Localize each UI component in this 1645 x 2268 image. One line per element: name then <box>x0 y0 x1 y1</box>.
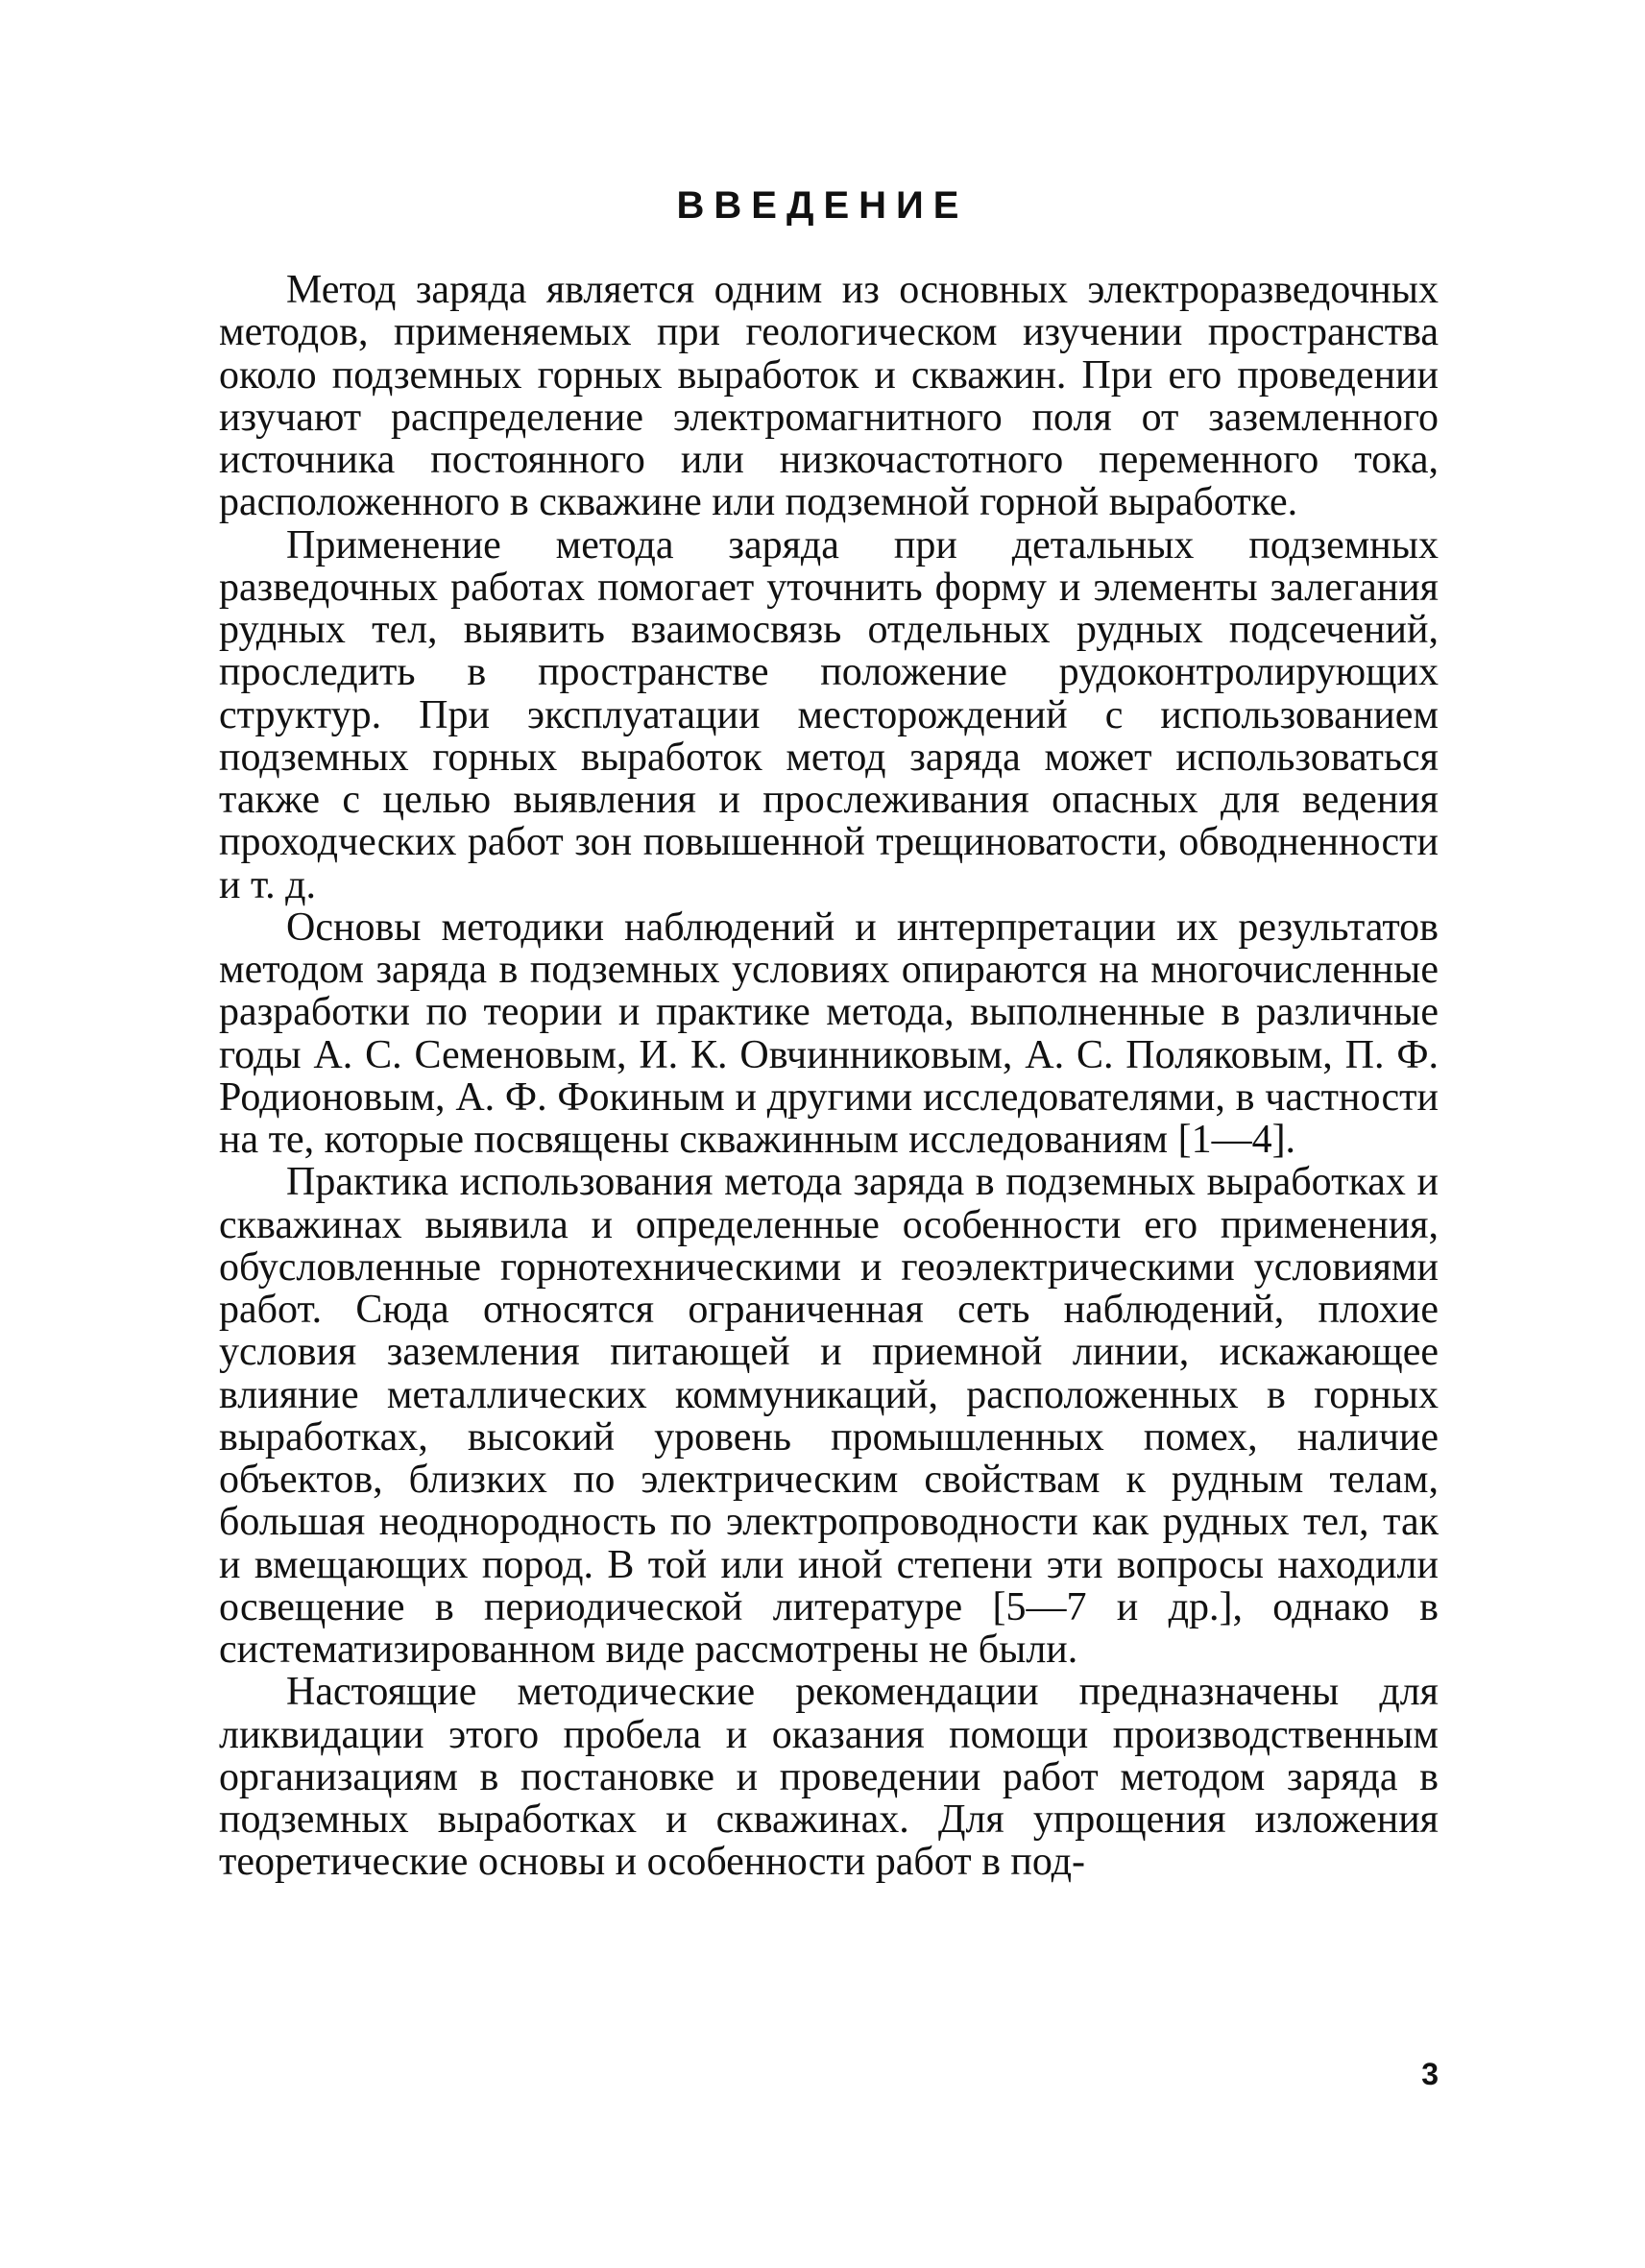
paragraph-1: Метод заряда является одним из основных электроразведочных методов, применяемых при геологическом изучении пространства около подземных горных выработок и скважин. При его проведении изучают распределение электромагнитного поля от заземленного источника постоянного или низкочастотного переменного тока, расположенного в скважине или подземной горной выработке. <box>219 268 1439 525</box>
paragraph-3: Основы методики наблюдений и интерпретации их результатов методом заряда в подземных условиях опираются на многочисленные разработки по теории и практике метода, выполненные в различные годы А. С. Семеновым, И. К. Овчинниковым, А. С. Поляковым, П. Ф. Родионовым, А. Ф. Фокиным и другими исследователями, в частности на те, которые посвящены скважинным исследованиям [1—4]. <box>219 905 1439 1162</box>
paragraph-4: Практика использования метода заряда в подземных выработках и скважинах выявила и определенные особенности его применения, обусловленные горнотехническими и геоэлектрическими условиями работ. Сюда относятся ограниченная сеть наблюдений, плохие условия заземления питающей и приемной линии, искажающее влияние металлических коммуникаций, расположенных в горных выработках, высокий уровень промышленных помех, наличие объектов, близких по электрическим свойствам к рудным телам, большая неоднородность по электропроводности как рудных тел, так и вмещающих пород. В той или иной степени эти вопросы находили освещение в периодической литературе [5—7 и др.], однако в систематизированном виде рассмотрены не были. <box>219 1160 1439 1672</box>
page-number: 3 <box>1421 2057 1439 2091</box>
paragraph-5: Настоящие методические рекомендации предназначены для ликвидации этого пробела и оказания помощи производственным организациям в постановке и проведении работ методом заряда в подземных выработках и скважинах. Для упрощения изложения теоретические основы и особенности работ в под- <box>219 1670 1439 1885</box>
page-title: ВВЕДЕНИЕ <box>676 184 969 227</box>
body-text <box>219 269 1439 1884</box>
paragraph-2: Применение метода заряда при детальных подземных разведочных работах помогает уточнить форму и элементы залегания рудных тел, выявить взаимосвязь отдельных рудных подсечений, проследить в пространстве положение рудоконтролирующих структур. При эксплуатации месторождений с использованием подземных горных выработок метод заряда может использоваться также с целью выявления и прослеживания опасных для ведения проходческих работ зон повышенной трещиноватости, обводненности и т. д. <box>219 522 1439 907</box>
